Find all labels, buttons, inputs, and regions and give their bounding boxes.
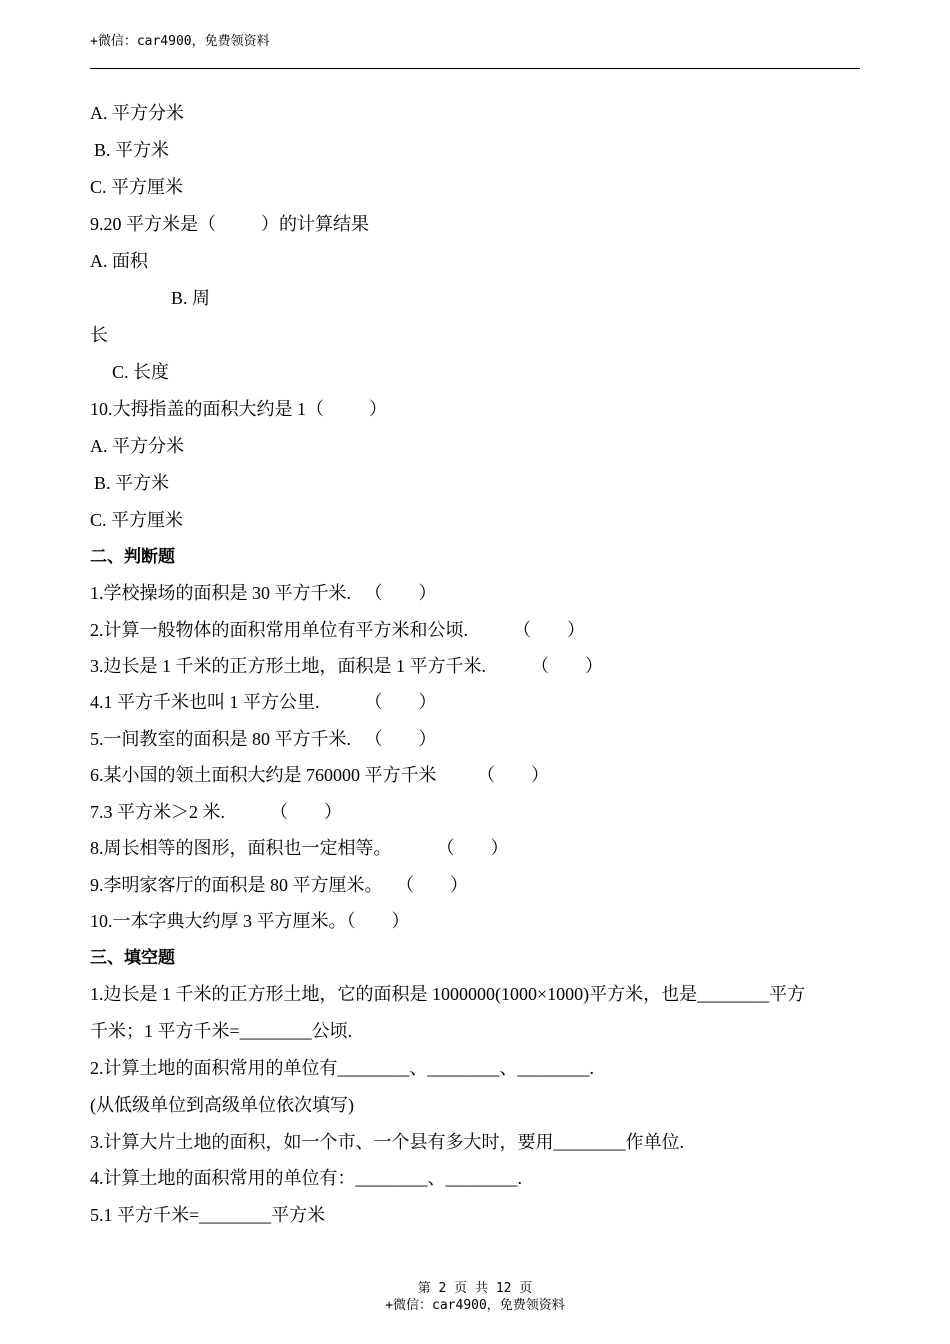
question-10: 10.大拇指盖的面积大约是 1（ ） bbox=[90, 399, 387, 419]
q10-option-a: A. 平方分米 bbox=[90, 436, 184, 456]
q9-option-b: B. 周 bbox=[171, 288, 211, 308]
q8-option-a: A. 平方分米 bbox=[90, 103, 184, 123]
page-indicator: 第 2 页 共 12 页 bbox=[417, 1281, 533, 1296]
q8-option-b: B. 平方米 bbox=[94, 140, 170, 160]
judgment-2: 2.计算一般物体的面积常用单位有平方米和公顷. （ ） bbox=[90, 620, 585, 640]
judgment-7: 7.3 平方米＞2 米. （ ） bbox=[90, 802, 342, 822]
header-watermark: +微信：car4900，免费领资料 bbox=[90, 34, 270, 49]
fill-in-1: 1.边长是 1 千米的正方形土地，它的面积是 1000000(1000×1000)平方米，也是________平方 bbox=[90, 984, 806, 1004]
section-heading-fill-in: 三、填空题 bbox=[90, 948, 175, 968]
judgment-6: 6.某小国的领土面积大约是 760000 平方千米 （ ） bbox=[90, 765, 549, 785]
fill-in-5: 5.1 平方千米=________平方米 bbox=[90, 1205, 326, 1225]
judgment-3: 3.边长是 1 千米的正方形土地，面积是 1 平方千米. （ ） bbox=[90, 656, 603, 676]
fill-in-2-note: (从低级单位到高级单位依次填写) bbox=[90, 1095, 354, 1115]
judgment-10: 10.一本字典大约厚 3 平方厘米。（ ） bbox=[90, 911, 410, 931]
q9-option-b-continued: 长 bbox=[90, 325, 108, 345]
q10-option-b: B. 平方米 bbox=[94, 473, 170, 493]
fill-in-4: 4.计算土地的面积常用的单位有：________、________. bbox=[90, 1168, 522, 1188]
header-divider bbox=[90, 68, 860, 69]
judgment-4: 4.1 平方千米也叫 1 平方公里. （ ） bbox=[90, 692, 437, 712]
judgment-1: 1.学校操场的面积是 30 平方千米. （ ） bbox=[90, 583, 437, 603]
judgment-5: 5.一间教室的面积是 80 平方千米. （ ） bbox=[90, 729, 437, 749]
question-9: 9.20 平方米是（ ）的计算结果 bbox=[90, 214, 369, 234]
section-heading-judgment: 二、判断题 bbox=[90, 547, 175, 567]
q9-option-c: C. 长度 bbox=[112, 362, 170, 382]
q8-option-c: C. 平方厘米 bbox=[90, 177, 184, 197]
footer-watermark: +微信：car4900，免费领资料 bbox=[385, 1298, 565, 1313]
fill-in-1-continued: 千米；1 平方千米=________公顷. bbox=[90, 1021, 353, 1041]
q10-option-c: C. 平方厘米 bbox=[90, 510, 184, 530]
judgment-9: 9.李明家客厅的面积是 80 平方厘米。 （ ） bbox=[90, 875, 468, 895]
fill-in-2: 2.计算土地的面积常用的单位有________、________、________. bbox=[90, 1058, 594, 1078]
q9-option-a: A. 面积 bbox=[90, 251, 148, 271]
fill-in-3: 3.计算大片土地的面积，如一个市、一个县有多大时，要用________作单位. bbox=[90, 1132, 684, 1152]
judgment-8: 8.周长相等的图形，面积也一定相等。 （ ） bbox=[90, 838, 509, 858]
